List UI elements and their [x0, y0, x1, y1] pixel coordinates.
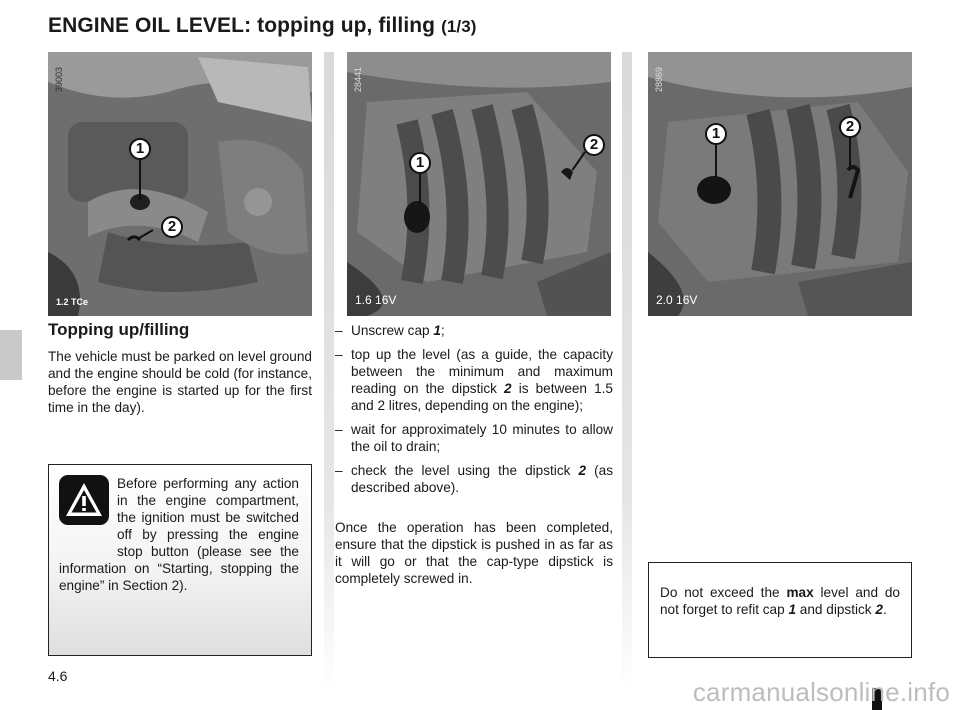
callout-1: 1 — [705, 123, 727, 145]
list-item: – Unscrew cap 1; — [335, 323, 445, 338]
photo-code: 39003 — [54, 66, 64, 92]
callout-2: 2 — [839, 116, 861, 138]
callout-leader-line — [715, 145, 717, 177]
note-text: Do not exceed the max level and do not forget to refit cap 1 and dipstick 2. — [660, 585, 900, 617]
section-tab — [0, 330, 22, 380]
engine-photo-1-6-16v — [347, 52, 611, 316]
engine-illustration — [347, 52, 611, 316]
list-item: – check the level using the dipstick 2 (as described above). — [335, 463, 613, 495]
column-divider-right — [622, 52, 632, 692]
engine-photo-1-2-tce — [48, 52, 312, 316]
section-heading: Topping up/filling — [48, 320, 190, 339]
photo-code: 28441 — [353, 66, 363, 92]
watermark: carmanualsonline.info — [692, 677, 950, 707]
closing-paragraph: Once the operation has been completed, ensure that the dipstick is pushed in as far as it will go or that the cap-type dipstick is completely screwed in. — [335, 520, 613, 586]
callout-leader-line — [419, 174, 421, 204]
callout-1: 1 — [129, 138, 151, 160]
callout-2: 2 — [583, 134, 605, 156]
list-item: – wait for approximately 10 minutes to allow the oil to drain; — [335, 422, 613, 454]
callout-2: 2 — [161, 216, 183, 238]
intro-paragraph: The vehicle must be parked on level ground and the engine should be cold (for instance, before the engine is started up for the first time in the day). — [48, 349, 312, 415]
note-box — [648, 562, 912, 658]
engine-caption: 1.2 TCe — [56, 297, 89, 307]
page-title-main: ENGINE OIL LEVEL: topping up, filling — [48, 14, 436, 37]
warning-text-block — [59, 475, 299, 594]
list-item: – top up the level (as a guide, the capacity between the minimum and maximum reading on the dipstick 2 is between 1.5 and 2 litres, depending on the engine); — [335, 347, 613, 413]
steps-list — [335, 322, 613, 503]
callout-leader-line — [139, 160, 141, 200]
warning-box — [48, 464, 312, 656]
page-title-suffix: (1/3) — [441, 17, 477, 36]
engine-caption: 2.0 16V — [656, 293, 698, 307]
engine-photo-2-0-16v — [648, 52, 912, 316]
engine-caption: 1.6 16V — [355, 293, 397, 307]
photo-code: 28869 — [654, 66, 664, 92]
engine-illustration — [648, 52, 912, 316]
column-divider-left — [324, 52, 334, 692]
engine-illustration — [48, 52, 312, 316]
callout-leader-line — [849, 138, 851, 166]
warning-text: Before performing any action in the engine compartment, the ignition must be switched off by pressing the engine stop button (please see the information on “Starting, stopping the engine” in Section 2). — [59, 476, 299, 593]
callout-1: 1 — [409, 152, 431, 174]
page-number: 4.6 — [48, 668, 68, 684]
page-title — [48, 14, 477, 38]
